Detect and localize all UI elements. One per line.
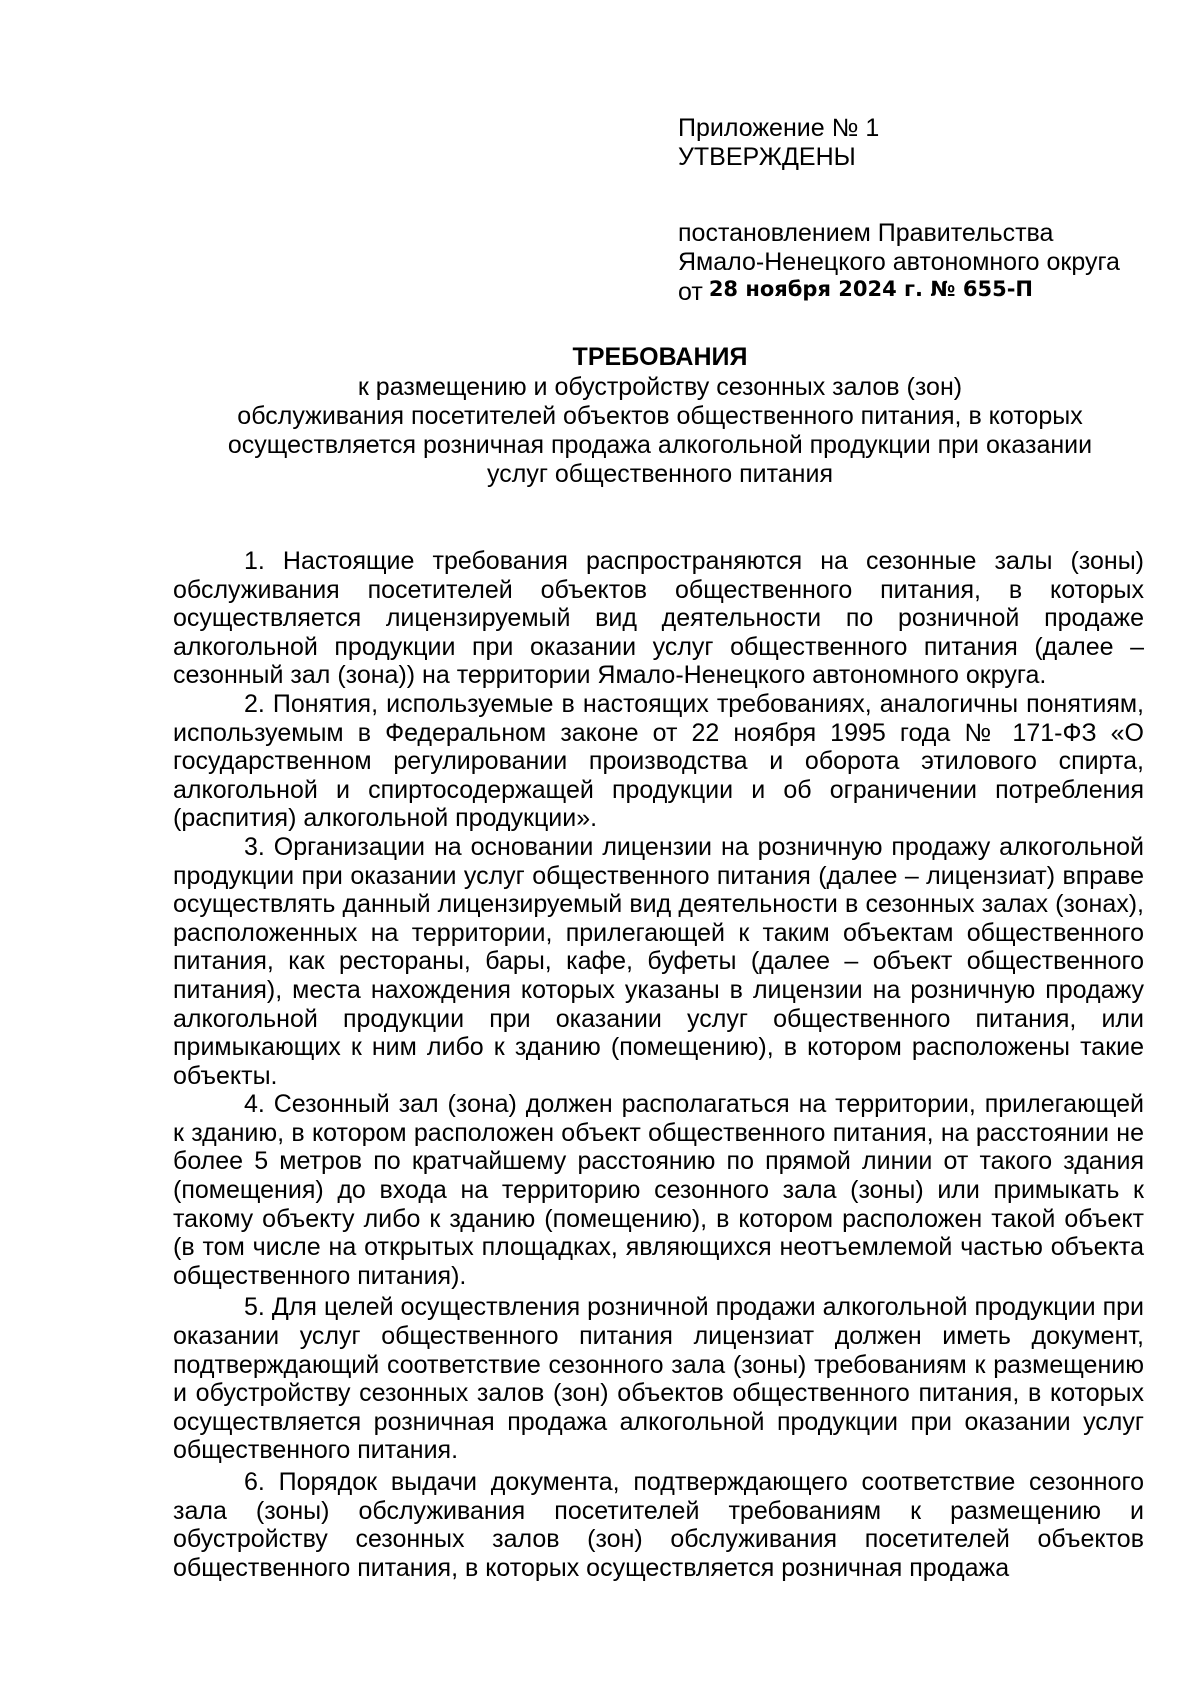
title-line: обслуживания посетителей объектов общественного питания, в которых xyxy=(237,402,1083,430)
title-line: осуществляется розничная продажа алкогольной продукции при оказании xyxy=(227,431,1093,459)
date-stamp: 28 ноября 2024 г. № 655-П xyxy=(708,277,1033,301)
paragraph-3: 3. Организации на основании лицензии на розничную продажу алкогольной продукции при оказании услуг общественного питания (далее – лицензиат) вправе осуществлять данный лицензируемый вид деятельности в сезонных залах (зонах), расположенных на территории, прилегающей к таким объектам общественного питания, как рестораны, бары, кафе, буфеты (далее – объект общественного питания), места нахождения которых указаны в лицензии на розничную продажу алкогольной продукции при оказании услуг общественного питания, или примыкающих к ним либо к зданию (помещению), в котором расположены такие объекты. xyxy=(173,832,1144,1090)
approval-block xyxy=(678,114,1158,308)
paragraph-4: 4. Сезонный зал (зона) должен располагаться на территории, прилегающей к зданию, в котором расположен объект общественного питания, на расстоянии не более 5 метров по кратчайшему расстоянию по прямой линии от такого здания (помещения) до входа на территорию сезонного зала (зоны) или примыкать к такому объекту либо к зданию (помещению), в котором расположен такой объект (в том числе на открытых площадках, являющихся неотъемлемой частью объекта общественного питания). xyxy=(173,1090,1144,1290)
spacer xyxy=(678,172,1158,219)
resolution-date xyxy=(678,278,1158,308)
resolution-line-2: Ямало-Ненецкого автономного округа xyxy=(678,248,1120,276)
title-heading: ТРЕБОВАНИЯ xyxy=(572,343,748,371)
paragraph-6: 6. Порядок выдачи документа, подтверждающего соответствие сезонного зала (зоны) обслуживания посетителей требованиям к размещению и обустройству сезонных залов (зон) обслуживания посетителей объектов общественного питания, в которых осуществляется розничная продажа xyxy=(173,1468,1144,1582)
date-prefix: от xyxy=(678,278,703,306)
paragraph-2: 2. Понятия, используемые в настоящих требованиях, аналогичны понятиям, используемым в Федеральном законе от 22 ноября 1995 года № 171-ФЗ «О государственном регулировании производства и оборота этилового спирта, алкогольной и спиртосодержащей продукции и об ограничении потребления (распития) алкогольной продукции». xyxy=(173,689,1144,833)
approved-label: УТВЕРЖДЕНЫ xyxy=(678,143,856,171)
appendix-label: Приложение № 1 xyxy=(678,114,880,142)
document-body xyxy=(173,547,1144,1582)
resolution-line-1: постановлением Правительства xyxy=(678,219,1054,247)
paragraph-5: 5. Для целей осуществления розничной продажи алкогольной продукции при оказании услуг общественного питания лицензиат должен иметь документ, подтверждающий соответствие сезонного зала (зоны) требованиям к размещению и обустройству сезонных залов (зон) объектов общественного питания, в которых осуществляется розничная продажа алкогольной продукции при оказании услуг общественного питания. xyxy=(173,1293,1144,1465)
document-title xyxy=(150,343,1170,489)
paragraph-1: 1. Настоящие требования распространяются на сезонные залы (зоны) обслуживания посетителей объектов общественного питания, в которых осуществляется лицензируемый вид деятельности по розничной продаже алкогольной продукции при оказании услуг общественного питания (далее – сезонный зал (зона)) на территории Ямало-Ненецкого автономного округа. xyxy=(173,547,1144,690)
title-line: услуг общественного питания xyxy=(487,460,833,488)
title-line: к размещению и обустройству сезонных залов (зон) xyxy=(357,373,963,401)
